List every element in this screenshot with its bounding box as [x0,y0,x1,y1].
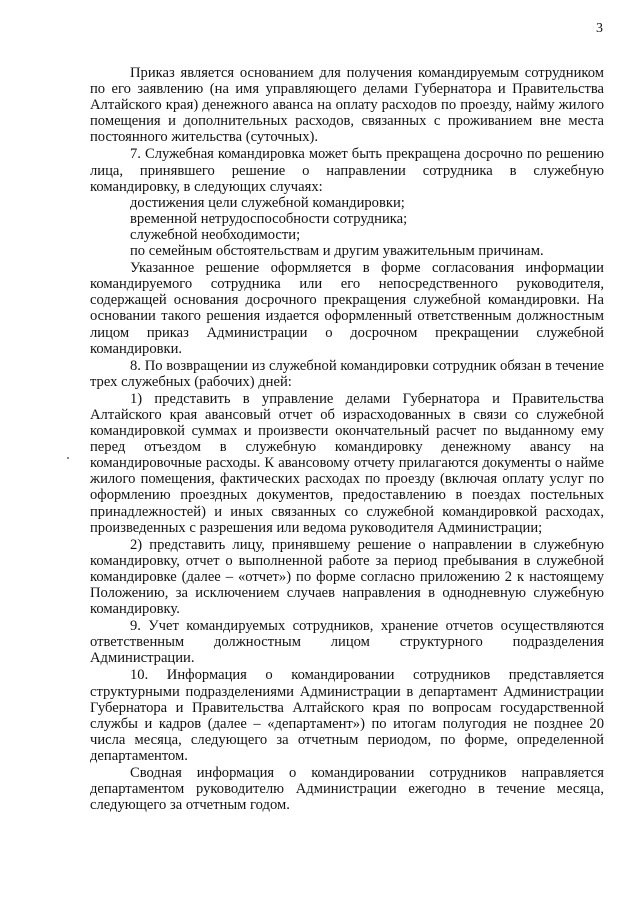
paragraph-8-item-1: 1) представить в управление делами Губернатора и Правительства Алтайского края авансовый отчет об израсходованных в связи со служебной командировкой суммах и произвести окончательный расчет по выданному ему перед отъездом в служебную командировку денежному авансу на командировочные расходы. К авансовому отчету прилагаются документы о найме жилого помещения, фактических расходах по проезду (включая оплату услуг по оформлению проездных документов, предоставлению в поездах постельных принадлежностей) и иных связанных со служебной командировкой расходах, произведенных с разрешения или ведома руководителя Администрации; [90,390,604,536]
scan-speck [67,457,69,459]
early-termination-case: по семейным обстоятельствам и другим уважительным причинам. [130,243,544,260]
document-body [90,65,604,813]
early-termination-case: временной нетрудоспособности сотрудника; [130,210,408,227]
paragraph-advance: Приказ является основанием для получения командируемым сотрудником по его заявлению (на имя управляющего делами Губернатора и Правительства Алтайского края) денежного аванса на оплату расходов по проезду, найму жилого помещения и дополнительных расходов, связанных с проживанием вне места постоянного жительства (суточных). [90,65,604,146]
paragraph-10: 10. Информация о командировании сотрудников представляется структурными подразделениями Администрации в департамент Администрации Губернатора и Правительства Алтайского края по вопросам государственной службы и кадров (далее – «департамент») по итогам полугодия не позднее 20 числа месяца, следующего за отчетным периодом, по форме, определенной департаментом. [90,667,604,764]
paragraph-7-decision: Указанное решение оформляется в форме согласования информации командируемого сотрудника или его непосредственного руководителя, содержащей основания досрочного прекращения служебной командировки. На основании такого решения издается оформленный ответственным должностным лицом приказ Администрации о досрочном прекращении служебной командировки. [90,260,604,357]
page-number: 3 [596,21,603,36]
early-termination-case: достижения цели служебной командировки; [130,194,405,211]
paragraph-9: 9. Учет командируемых сотрудников, хранение отчетов осуществляются ответственным должностным лицом структурного подразделения Администрации. [90,618,604,667]
early-termination-case: служебной необходимости; [130,226,301,243]
paragraph-10-summary: Сводная информация о командировании сотрудников направляется департаментом руководителю Администрации ежегодно в течение месяца, следующего за отчетным годом. [90,765,604,814]
paragraph-8: 8. По возвращении из служебной командировки сотрудник обязан в течение трех служебных (рабочих) дней: [90,357,604,390]
paragraph-7: 7. Служебная командировка может быть прекращена досрочно по решению лица, принявшего решение о направлении сотрудника в служебную командировку, в следующих случаях: [90,146,604,195]
paragraph-8-item-2: 2) представить лицу, принявшему решение о направлении в служебную командировку, отчет о выполненной работе за период пребывания в служебной командировке (далее – «отчет») по форме согласно приложению 2 к настоящему Положению, за исключением случаев направления в однодневную служебную командировку. [90,536,604,618]
